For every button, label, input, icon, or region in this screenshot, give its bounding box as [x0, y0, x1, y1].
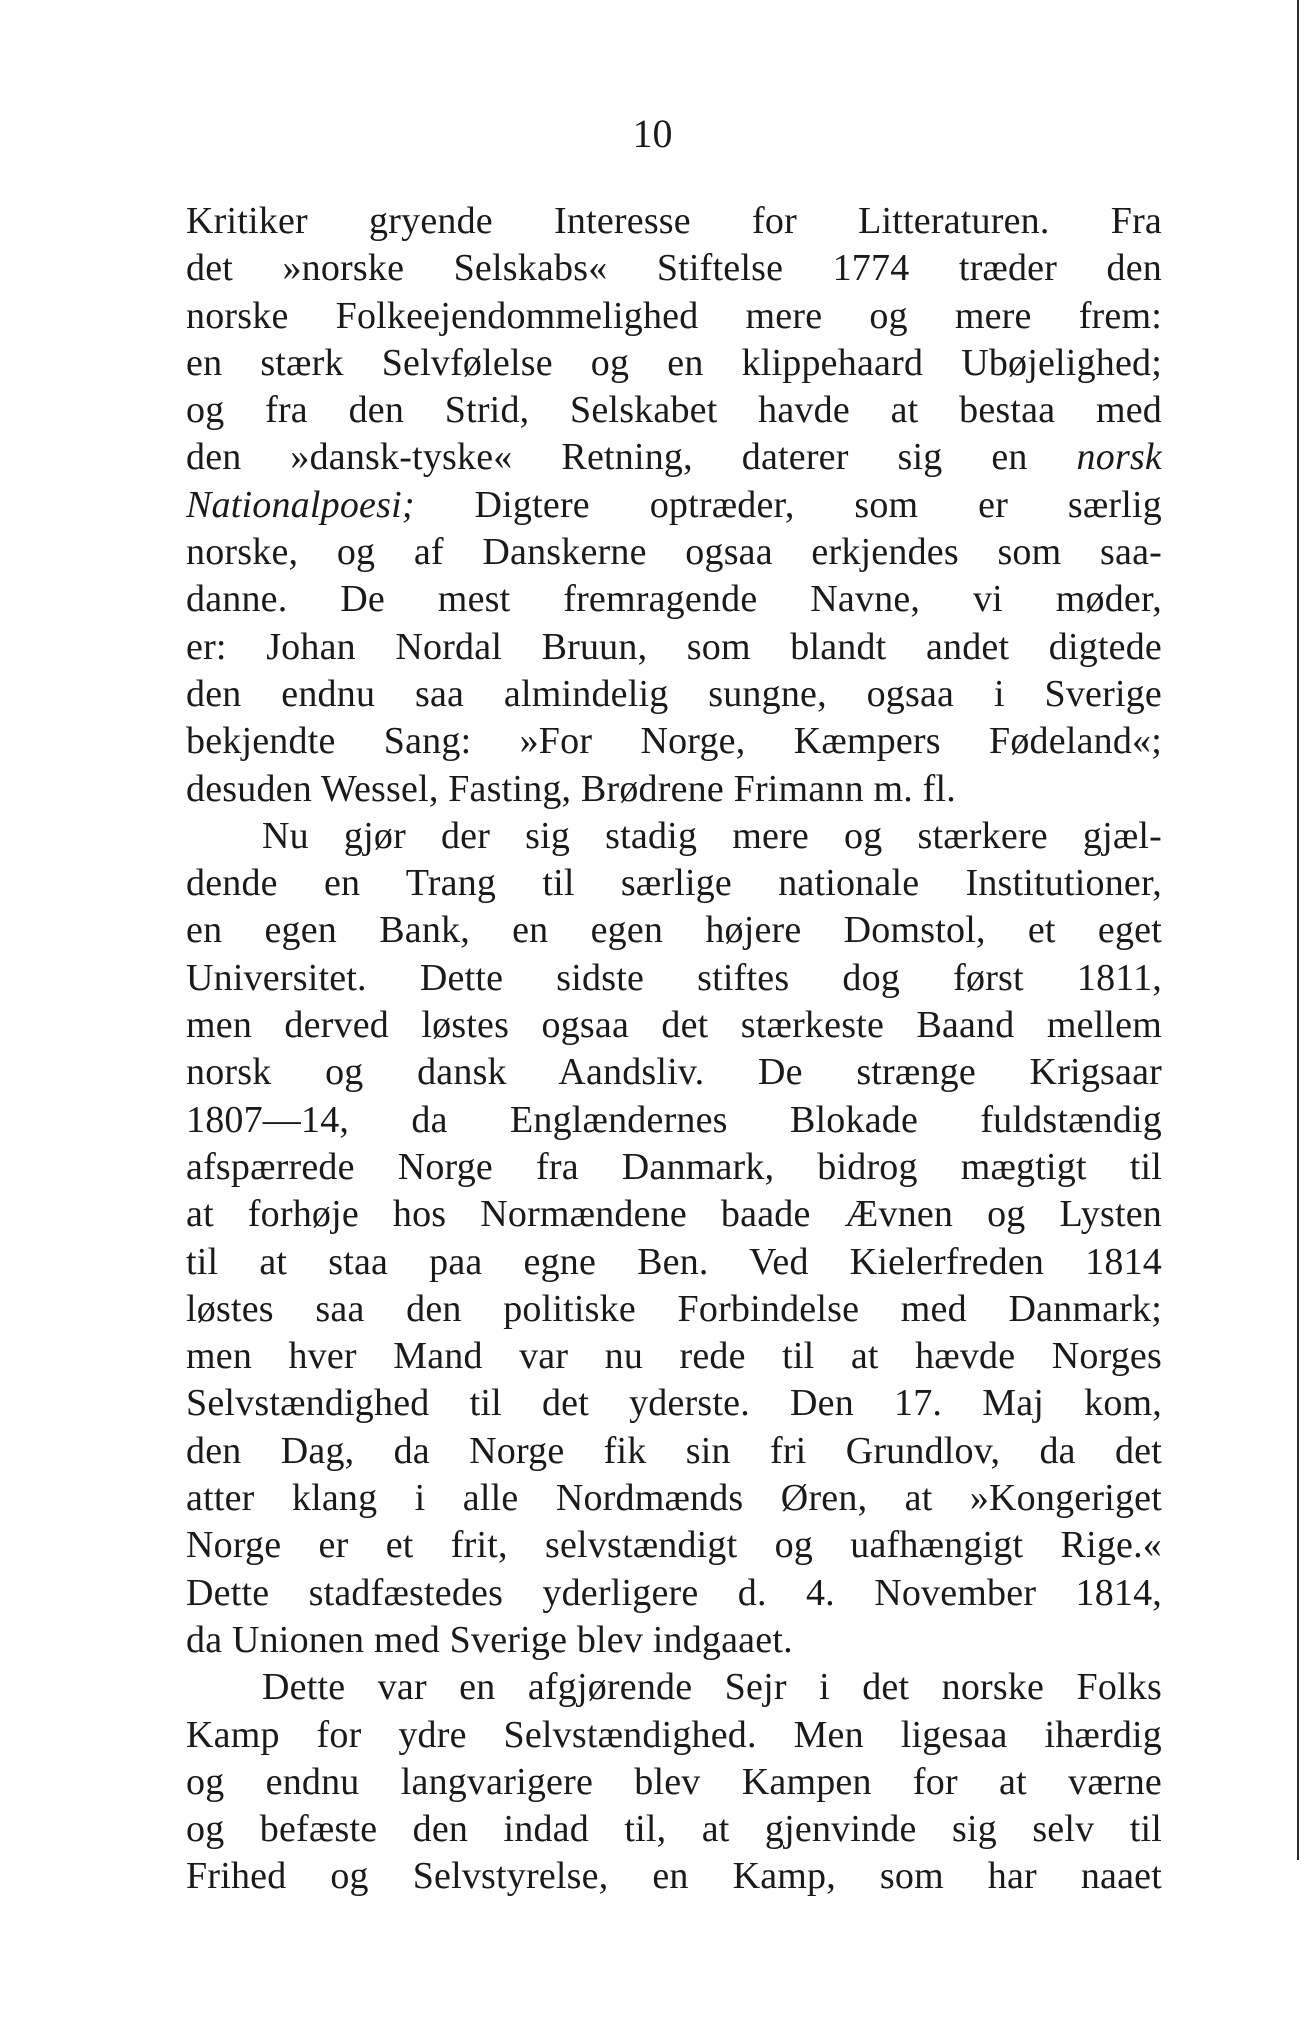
text-line: 1807—14, da Englændernes Blokade fuldstændig	[186, 1098, 1162, 1141]
text-run: Digtere optræder, som er særlig	[414, 483, 1162, 526]
text-line: at forhøje hos Normændene baade Ævnen og Lysten	[186, 1193, 1162, 1236]
text-line	[186, 434, 1162, 481]
text-line: Kamp for ydre Selvstændighed. Men ligesaa ihærdig	[186, 1713, 1162, 1756]
page-number: 10	[632, 111, 673, 156]
text-line: norske, og af Danskerne ogsaa erkjendes som saa-	[186, 531, 1162, 574]
text-line	[186, 482, 1162, 529]
page-edge-rule	[1297, 0, 1299, 1860]
text-line: til at staa paa egne Ben. Ved Kielerfreden 1814	[186, 1240, 1162, 1283]
text-line: løstes saa den politiske Forbindelse med Danmark;	[186, 1287, 1162, 1330]
text-line: afspærrede Norge fra Danmark, bidrog mægtigt til	[186, 1145, 1162, 1188]
text-line: og endnu langvarigere blev Kampen for at værne	[186, 1760, 1162, 1803]
text-line: Norge er et frit, selvstændigt og uafhængigt Rige.«	[186, 1524, 1162, 1567]
text-line: Universitet. Dette sidste stiftes dog først 1811,	[186, 956, 1162, 999]
text-line: en egen Bank, en egen højere Domstol, et eget	[186, 909, 1162, 952]
text-line: men hver Mand var nu rede til at hævde Norges	[186, 1335, 1162, 1378]
text-run: den »dansk-tyske« Retning, daterer sig en	[186, 436, 1077, 479]
text-line: Dette var en afgjørende Sejr i det norske Folks	[262, 1666, 1162, 1709]
text-line: Kritiker gryende Interesse for Litteraturen. Fra	[186, 200, 1162, 242]
text-line: dende en Trang til særlige nationale Institutioner,	[186, 862, 1162, 905]
text-line: er: Johan Nordal Bruun, som blandt andet digtede	[186, 625, 1162, 668]
text-line: danne. De mest fremragende Navne, vi møder,	[186, 578, 1162, 621]
italic-text-run: norsk	[1076, 436, 1162, 479]
text-line: en stærk Selvfølelse og en klippehaard Ubøjelighed;	[186, 341, 1162, 384]
text-line: og befæste den indad til, at gjenvinde sig selv til	[186, 1808, 1162, 1851]
italic-text-run: Nationalpoesi;	[186, 483, 415, 526]
text-line: desuden Wessel, Fasting, Brødrene Frimann m. fl.	[186, 767, 956, 810]
text-line: den Dag, da Norge fik sin fri Grundlov, da det	[186, 1429, 1162, 1472]
text-line: atter klang i alle Nordmænds Øren, at »Kongeriget	[186, 1477, 1162, 1520]
text-line: bekjendte Sang: »For Norge, Kæmpers Fødeland«;	[186, 720, 1162, 763]
text-line: og fra den Strid, Selskabet havde at bestaa med	[186, 389, 1162, 432]
text-line: Selvstændighed til det yderste. Den 17. Maj kom,	[186, 1382, 1162, 1425]
body-text	[186, 198, 1162, 1901]
text-line: men derved løstes ogsaa det stærkeste Baand mellem	[186, 1004, 1162, 1047]
text-line: norske Folkeejendommelighed mere og mere frem:	[186, 294, 1162, 337]
text-line: den endnu saa almindelig sungne, ogsaa i Sverige	[186, 672, 1162, 715]
text-line: norsk og dansk Aandsliv. De strænge Krigsaar	[186, 1051, 1162, 1094]
text-line: Dette stadfæstedes yderligere d. 4. November 1814,	[186, 1571, 1162, 1614]
text-line: Nu gjør der sig stadig mere og stærkere gjæl-	[262, 814, 1162, 857]
text-line: da Unionen med Sverige blev indgaaet.	[186, 1618, 793, 1661]
text-line: det »norske Selskabs« Stiftelse 1774 træder den	[186, 247, 1162, 290]
text-line: Frihed og Selvstyrelse, en Kamp, som har naaet	[186, 1855, 1162, 1898]
